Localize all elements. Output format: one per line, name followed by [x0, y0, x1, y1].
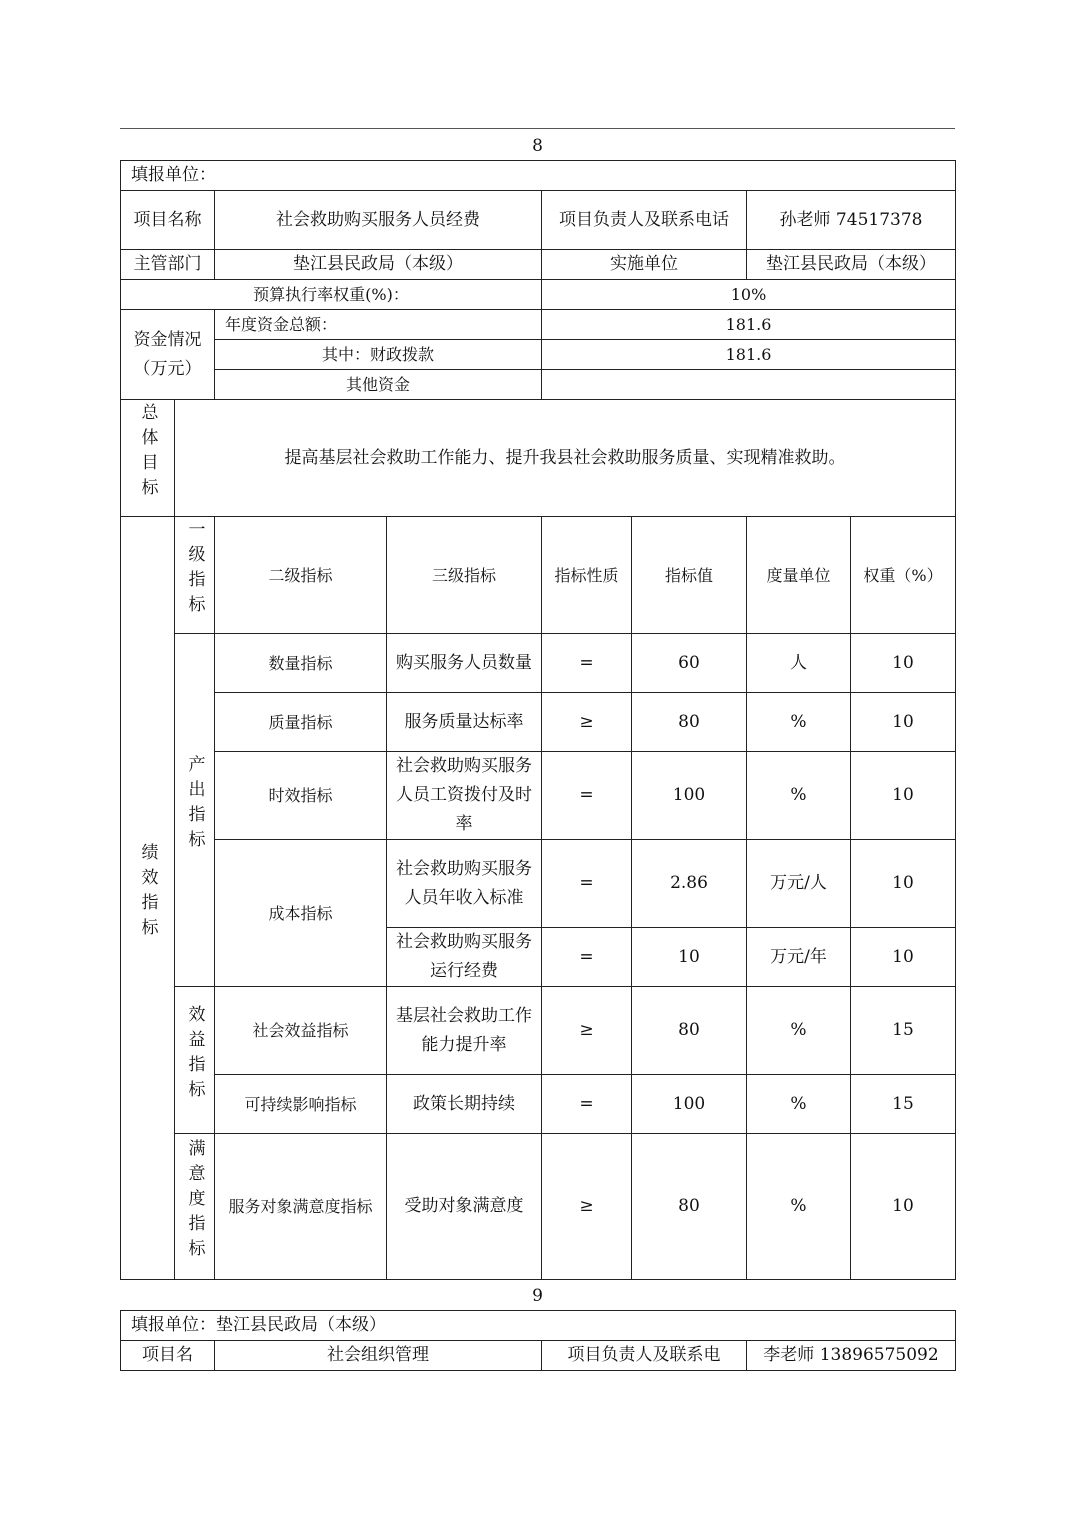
row-value: 100: [632, 752, 747, 840]
header-level3: 三级指标: [387, 517, 542, 634]
performance-table-9: [120, 1310, 956, 1371]
dept-label: 主管部门: [121, 250, 215, 280]
row-unit: %: [747, 752, 851, 840]
row-l3: 受助对象满意度: [387, 1134, 542, 1280]
total-funds-label: 年度资金总额：: [215, 310, 542, 340]
row-value: 60: [632, 634, 747, 693]
row-nature: =: [542, 752, 632, 840]
row-nature: =: [542, 928, 632, 987]
row-value: 2.86: [632, 840, 747, 928]
perf-label: 绩效指标: [137, 843, 158, 943]
page-number-8: 8: [532, 136, 543, 156]
row-l3: 社会救助购买服务人员年收入标准: [387, 840, 542, 928]
page-number-9: 9: [532, 1286, 543, 1306]
header-level1: 一级指标: [184, 520, 205, 620]
total-funds-value: 181.6: [542, 310, 956, 340]
row-l2: 社会效益指标: [215, 987, 387, 1075]
table-row: [121, 840, 956, 928]
row-nature: ≥: [542, 693, 632, 752]
header-level2: 二级指标: [215, 517, 387, 634]
contact-value-2: 李老师 13896575092: [747, 1341, 956, 1371]
row-weight: 10: [851, 634, 956, 693]
row-value: 100: [632, 1075, 747, 1134]
row-nature: ≥: [542, 1134, 632, 1280]
row-unit: %: [747, 987, 851, 1075]
group-output: 产出指标: [184, 755, 205, 855]
fill-unit-2: 填报单位：垫江县民政局（本级）: [121, 1311, 956, 1341]
fiscal-funds-value: 181.6: [542, 340, 956, 370]
row-nature: =: [542, 634, 632, 693]
row-l3: 社会救助购买服务人员工资拨付及时率: [387, 752, 542, 840]
budget-rate-value: 10%: [542, 280, 956, 310]
row-weight: 10: [851, 928, 956, 987]
group-satisfaction: 满意度指标: [184, 1139, 205, 1264]
row-l2: 服务对象满意度指标: [215, 1134, 387, 1280]
project-name-label: 项目名称: [121, 191, 215, 250]
table-row: [121, 634, 956, 693]
contact-value: 孙老师 74517378: [747, 191, 956, 250]
row-l2: 质量指标: [215, 693, 387, 752]
contact-label-2: 项目负责人及联系电: [542, 1341, 747, 1371]
row-l3: 政策长期持续: [387, 1075, 542, 1134]
row-l2: 成本指标: [215, 840, 387, 987]
row-unit: 万元/人: [747, 840, 851, 928]
dept-value: 垫江县民政局（本级）: [215, 250, 542, 280]
contact-label: 项目负责人及联系电话: [542, 191, 747, 250]
row-nature: ≥: [542, 987, 632, 1075]
row-l2: 数量指标: [215, 634, 387, 693]
project-name-2: 社会组织管理: [215, 1341, 542, 1371]
fiscal-funds-label: 其中：财政拨款: [215, 340, 542, 370]
row-weight: 10: [851, 693, 956, 752]
performance-table-8: [120, 160, 956, 1280]
row-unit: %: [747, 1075, 851, 1134]
row-value: 80: [632, 1134, 747, 1280]
row-unit: %: [747, 693, 851, 752]
row-unit: %: [747, 1134, 851, 1280]
project-name-label-2: 项目名: [121, 1341, 215, 1371]
row-weight: 15: [851, 987, 956, 1075]
row-value: 80: [632, 987, 747, 1075]
table-row: [121, 987, 956, 1075]
other-funds-label: 其他资金: [215, 370, 542, 400]
impl-label: 实施单位: [542, 250, 747, 280]
header-value: 指标值: [632, 517, 747, 634]
row-l3: 服务质量达标率: [387, 693, 542, 752]
project-name: 社会救助购买服务人员经费: [215, 191, 542, 250]
fill-unit: 填报单位：: [121, 161, 956, 191]
row-l3: 社会救助购买服务运行经费: [387, 928, 542, 987]
row-nature: =: [542, 840, 632, 928]
budget-rate-label: 预算执行率权重(%)：: [121, 280, 542, 310]
impl-value: 垫江县民政局（本级）: [747, 250, 956, 280]
row-nature: =: [542, 1075, 632, 1134]
header-weight: 权重（%）: [851, 517, 956, 634]
row-weight: 15: [851, 1075, 956, 1134]
row-value: 10: [632, 928, 747, 987]
row-unit: 人: [747, 634, 851, 693]
row-l2: 时效指标: [215, 752, 387, 840]
goal-label: 总体目标: [137, 403, 158, 503]
row-l3: 基层社会救助工作能力提升率: [387, 987, 542, 1075]
row-l3: 购买服务人员数量: [387, 634, 542, 693]
table-row: [121, 1134, 956, 1280]
row-weight: 10: [851, 840, 956, 928]
funds-label: 资金情况（万元）: [121, 310, 215, 400]
header-unit: 度量单位: [747, 517, 851, 634]
goal-text: 提高基层社会救助工作能力、提升我县社会救助服务质量、实现精准救助。: [175, 400, 956, 517]
other-funds-value: [542, 370, 956, 400]
row-l2: 可持续影响指标: [215, 1075, 387, 1134]
group-benefit: 效益指标: [184, 1005, 205, 1105]
row-weight: 10: [851, 1134, 956, 1280]
row-weight: 10: [851, 752, 956, 840]
row-value: 80: [632, 693, 747, 752]
top-rule: [120, 128, 955, 129]
row-unit: 万元/年: [747, 928, 851, 987]
table-row: [121, 752, 956, 840]
header-nature: 指标性质: [542, 517, 632, 634]
table-row: [121, 1075, 956, 1134]
table-row: [121, 693, 956, 752]
